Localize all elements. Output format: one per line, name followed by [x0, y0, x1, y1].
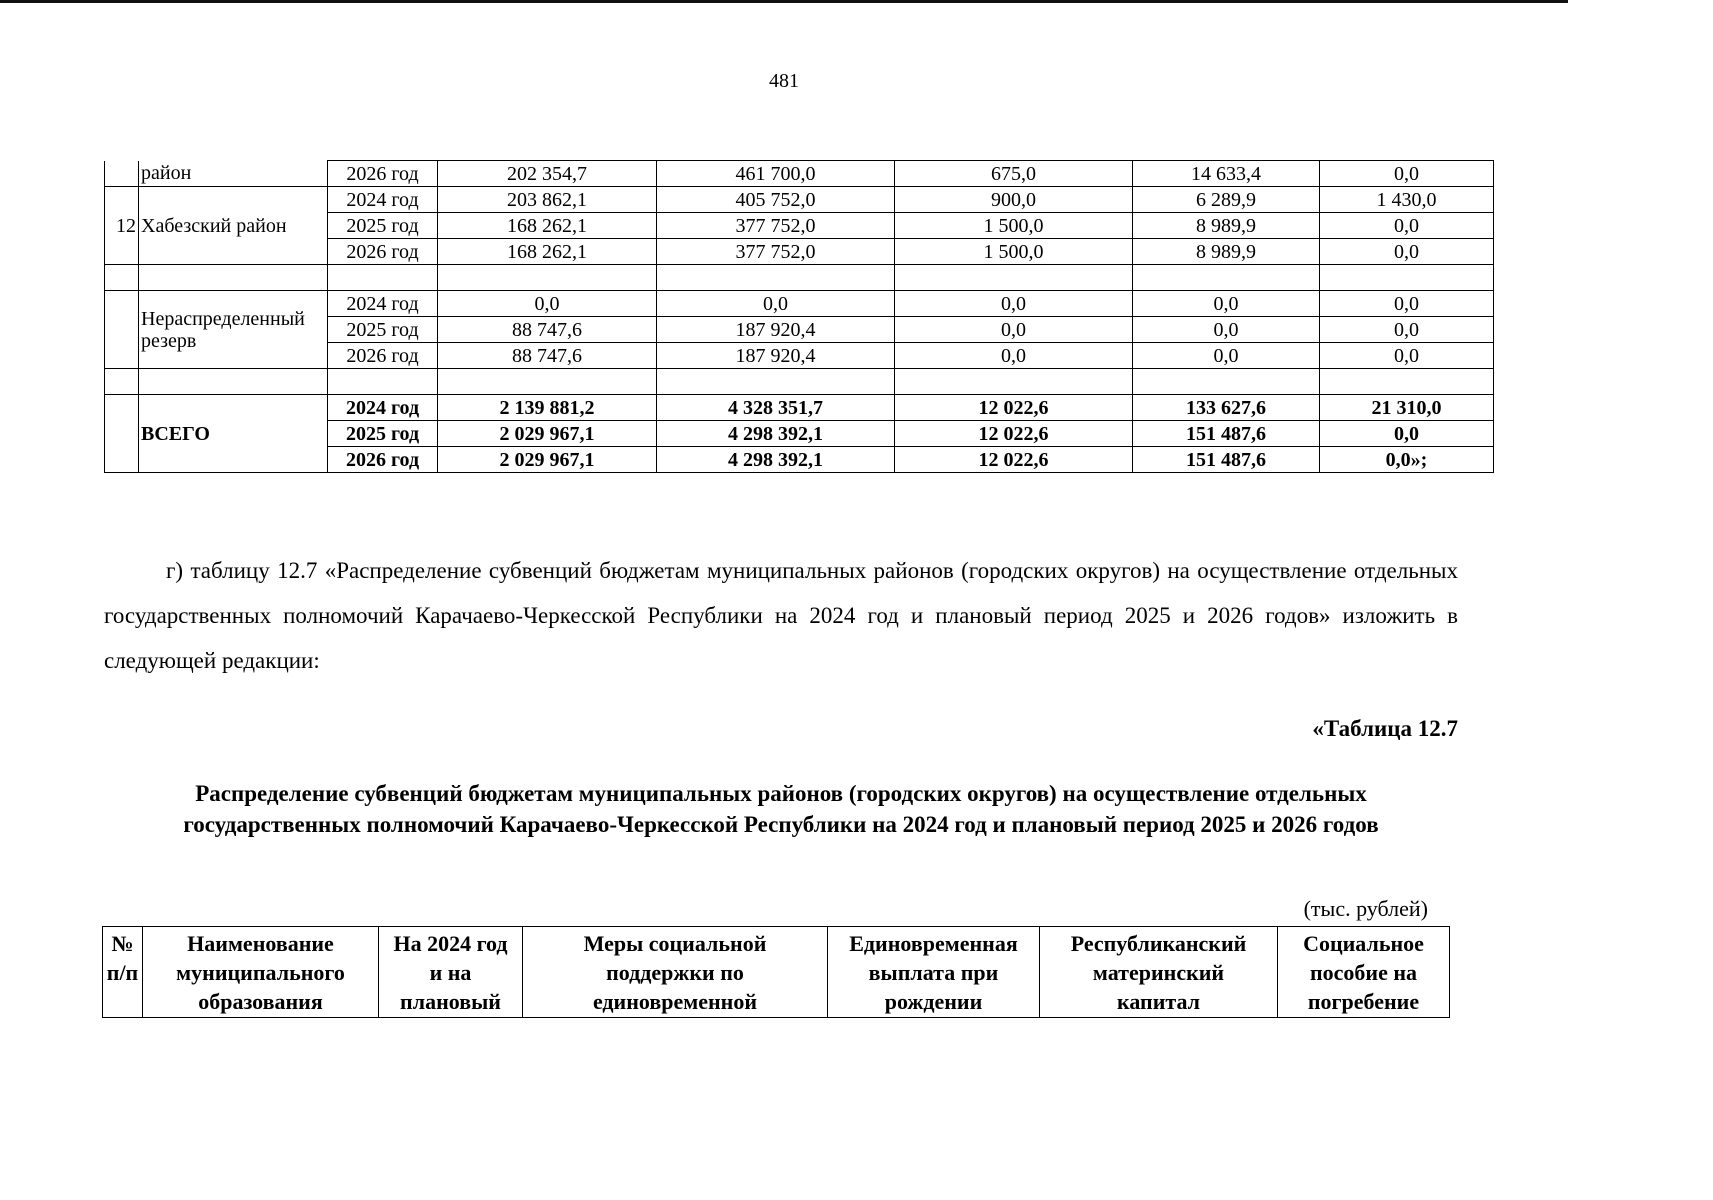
value-cell: 405 752,0 [657, 187, 895, 213]
value-cell: 377 752,0 [657, 239, 895, 265]
value-cell: 0,0 [1133, 317, 1320, 343]
value-cell: 187 920,4 [657, 343, 895, 369]
value-cell: 1 430,0 [1320, 187, 1494, 213]
year-cell: 2024 год [328, 291, 438, 317]
value-cell: 6 289,9 [1133, 187, 1320, 213]
value-cell: 202 354,7 [438, 161, 657, 187]
value-cell: 0,0»; [1320, 447, 1494, 473]
table-row [105, 291, 1494, 317]
value-cell: 151 487,6 [1133, 447, 1320, 473]
column-header-number: № п/п [103, 927, 143, 1018]
value-cell: 12 022,6 [895, 421, 1133, 447]
table-caption: «Таблица 12.7 [1312, 716, 1458, 741]
value-cell: 1 500,0 [895, 213, 1133, 239]
row-number-cell [105, 395, 139, 473]
value-cell: 187 920,4 [657, 317, 895, 343]
column-header-social-support: Меры социальной поддержки по единовременной [523, 927, 828, 1018]
column-header-birth-payment: Единовременная выплата при рождении [828, 927, 1040, 1018]
value-cell: 12 022,6 [895, 395, 1133, 421]
year-cell: 2024 год [328, 395, 438, 421]
value-cell: 14 633,4 [1133, 161, 1320, 187]
year-cell: 2026 год [328, 343, 438, 369]
value-cell: 0,0 [1133, 343, 1320, 369]
value-cell: 168 262,1 [438, 213, 657, 239]
value-cell: 0,0 [1320, 239, 1494, 265]
value-cell: 900,0 [895, 187, 1133, 213]
value-cell: 151 487,6 [1133, 421, 1320, 447]
row-number-cell: 12 [105, 187, 139, 265]
value-cell: 0,0 [1320, 161, 1494, 187]
spacer-row [105, 265, 1494, 291]
value-cell: 0,0 [1320, 343, 1494, 369]
value-cell: 675,0 [895, 161, 1133, 187]
total-row [105, 395, 1494, 421]
column-header-2024: На 2024 год и на плановый [379, 927, 523, 1018]
table-title: Распределение субвенций бюджетам муниципальных районов (городских округов) на осуществление отдельных государственных полномочий Карачаево-Черкесской Республики на 2024 год и плановый период 2025 и 2026 годов [183, 781, 1379, 837]
value-cell: 88 747,6 [438, 343, 657, 369]
value-cell: 0,0 [657, 291, 895, 317]
value-cell: 0,0 [1320, 291, 1494, 317]
column-header-maternity-capital: Республиканский материнский капитал [1040, 927, 1278, 1018]
value-cell: 377 752,0 [657, 213, 895, 239]
row-number-cell [105, 161, 139, 187]
value-cell: 4 298 392,1 [657, 447, 895, 473]
year-cell: 2026 год [328, 239, 438, 265]
value-cell: 8 989,9 [1133, 239, 1320, 265]
value-cell: 0,0 [895, 343, 1133, 369]
year-cell: 2025 год [328, 213, 438, 239]
year-cell: 2024 год [328, 187, 438, 213]
total-label-cell: ВСЕГО [139, 395, 328, 473]
value-cell: 88 747,6 [438, 317, 657, 343]
value-cell: 0,0 [895, 317, 1133, 343]
value-cell: 0,0 [438, 291, 657, 317]
municipality-name-cell: Нераспределенный резерв [139, 291, 328, 369]
value-cell: 168 262,1 [438, 239, 657, 265]
municipality-name-cell: район [139, 161, 328, 187]
units-label: (тыс. рублей) [1303, 896, 1428, 921]
amendment-paragraph: г) таблицу 12.7 «Распределение субвенций бюджетам муниципальных районов (городских округов) на осуществление отдельных государственных полномочий Карачаево-Черкесской Республики на 2024 год и плановый период 2025 и 2026 годов» изложить в следующей редакции: [104, 558, 1458, 673]
subvention-continuation-table [104, 160, 1494, 473]
value-cell: 0,0 [1320, 213, 1494, 239]
table-row [105, 161, 1494, 187]
page-top-border [0, 0, 1568, 3]
value-cell: 0,0 [1320, 421, 1494, 447]
value-cell: 2 029 967,1 [438, 447, 657, 473]
value-cell: 1 500,0 [895, 239, 1133, 265]
value-cell: 2 139 881,2 [438, 395, 657, 421]
year-cell: 2026 год [328, 447, 438, 473]
subvention-header-table [102, 926, 1450, 1018]
municipality-name-cell: Хабезский район [139, 187, 328, 265]
value-cell: 0,0 [895, 291, 1133, 317]
value-cell: 0,0 [1133, 291, 1320, 317]
value-cell: 8 989,9 [1133, 213, 1320, 239]
value-cell: 0,0 [1320, 317, 1494, 343]
column-header-funeral-allowance: Социальное пособие на погребение [1278, 927, 1450, 1018]
value-cell: 461 700,0 [657, 161, 895, 187]
value-cell: 133 627,6 [1133, 395, 1320, 421]
value-cell: 21 310,0 [1320, 395, 1494, 421]
value-cell: 203 862,1 [438, 187, 657, 213]
value-cell: 12 022,6 [895, 447, 1133, 473]
header-row [103, 927, 1450, 1018]
year-cell: 2025 год [328, 421, 438, 447]
column-header-municipality: Наименование муниципального образования [143, 927, 379, 1018]
year-cell: 2025 год [328, 317, 438, 343]
value-cell: 4 298 392,1 [657, 421, 895, 447]
value-cell: 2 029 967,1 [438, 421, 657, 447]
table-row [105, 187, 1494, 213]
spacer-row [105, 369, 1494, 395]
page-number: 481 [769, 70, 799, 92]
value-cell: 4 328 351,7 [657, 395, 895, 421]
row-number-cell [105, 291, 139, 369]
year-cell: 2026 год [328, 161, 438, 187]
